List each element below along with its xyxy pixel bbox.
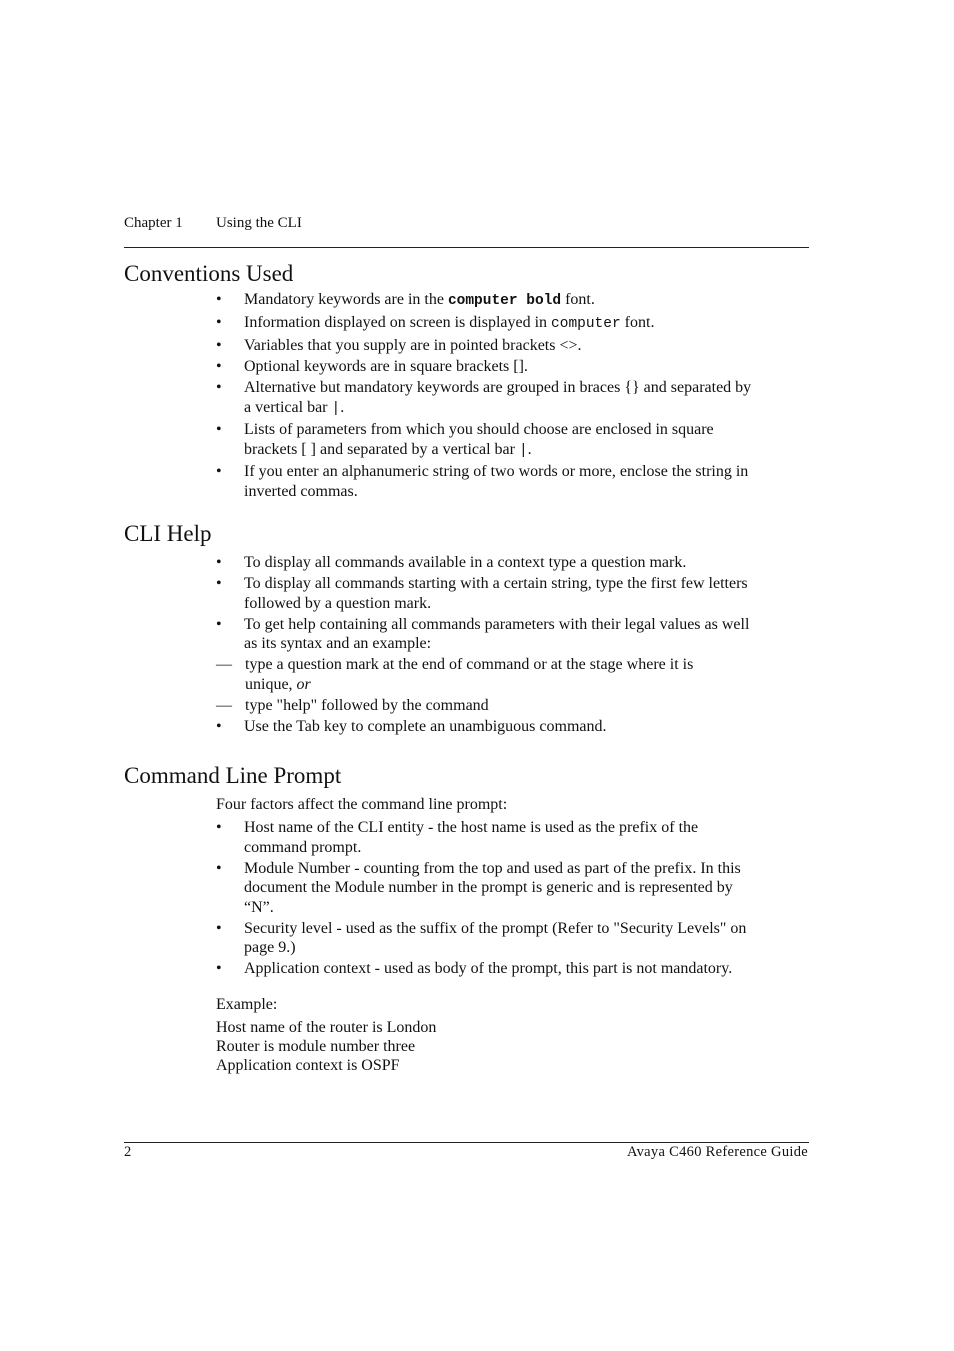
footer-guide-title: Avaya C460 Reference Guide: [626, 1144, 808, 1160]
bullet-icon: •: [216, 615, 222, 633]
footer-rule: [124, 1142, 809, 1143]
prompt-list: [216, 818, 816, 979]
section-heading-conventions: Conventions Used: [124, 261, 294, 286]
list-item: • Security level - used as the suffix of the prompt (Refer to "Security Levels" on page 9.): [216, 919, 747, 956]
bullet-icon: •: [216, 859, 222, 877]
list-item: • Alternative but mandatory keywords are grouped in braces {} and separated by a vertical bar |.: [216, 379, 752, 417]
bullet-icon: •: [216, 379, 222, 396]
dash-icon: —: [216, 696, 232, 714]
example-line: Host name of the router is London: [216, 1019, 437, 1036]
bullet-icon: •: [216, 337, 222, 354]
page-number: 2: [124, 1144, 132, 1160]
list-item: • To display all commands starting with a certain string, type the first few letters followed by a question mark.: [216, 575, 748, 612]
sub-list-item: — type "help" followed by the command: [216, 696, 489, 714]
bullet-icon: •: [216, 291, 222, 308]
list-item: • Mandatory keywords are in the computer bold font.: [216, 291, 595, 309]
example-line: Router is module number three: [216, 1038, 416, 1055]
bullet-icon: •: [216, 575, 222, 592]
section-heading-command-line-prompt: Command Line Prompt: [124, 763, 342, 788]
sub-list-item: — type a question mark at the end of command or at the stage where it is unique, or: [216, 656, 694, 693]
list-item: • Information displayed on screen is displayed in computer font.: [216, 314, 655, 332]
header-rule: [124, 247, 809, 248]
bullet-icon: •: [216, 358, 222, 375]
cli-help-list: [216, 553, 816, 736]
bullet-icon: •: [216, 819, 222, 836]
bullet-icon: •: [216, 554, 222, 571]
prompt-intro: Four factors affect the command line prompt:: [216, 796, 508, 813]
conventions-list: [216, 290, 816, 501]
list-item: • Optional keywords are in square brackets [].: [216, 358, 528, 375]
bullet-icon: •: [216, 919, 222, 937]
list-item: • If you enter an alphanumeric string of two words or more, enclose the string in inverted commas.: [216, 463, 749, 500]
list-item: • Application context - used as body of the prompt, this part is not mandatory.: [216, 960, 733, 977]
list-item: • Lists of parameters from which you should choose are enclosed in square brackets [ ] and separated by a vertical bar |.: [216, 421, 714, 459]
list-item: • Module Number - counting from the top and used as part of the prefix. In this document the Module number in the prompt is generic and is represented by “N”.: [216, 859, 741, 916]
bullet-icon: •: [216, 463, 222, 480]
list-item: • To get help containing all commands parameters with their legal values as well as its syntax and an example:: [216, 615, 750, 652]
list-item: • Variables that you supply are in pointed brackets <>.: [216, 337, 582, 354]
section-heading-cli-help: CLI Help: [124, 521, 212, 546]
bullet-icon: •: [216, 717, 222, 735]
bullet-icon: •: [216, 960, 222, 977]
running-header-chapter: Chapter 1: [124, 215, 183, 231]
running-header-title: Using the CLI: [216, 215, 302, 231]
bullet-icon: •: [216, 421, 222, 438]
dash-icon: —: [216, 656, 232, 673]
example-label: Example:: [216, 996, 278, 1013]
example-line: Application context is OSPF: [216, 1057, 400, 1074]
list-item: • Use the Tab key to complete an unambiguous command.: [216, 717, 607, 735]
list-item: • Host name of the CLI entity - the host name is used as the prefix of the command prompt.: [216, 819, 699, 856]
bullet-icon: •: [216, 314, 222, 331]
list-item: • To display all commands available in a context type a question mark.: [216, 554, 687, 571]
